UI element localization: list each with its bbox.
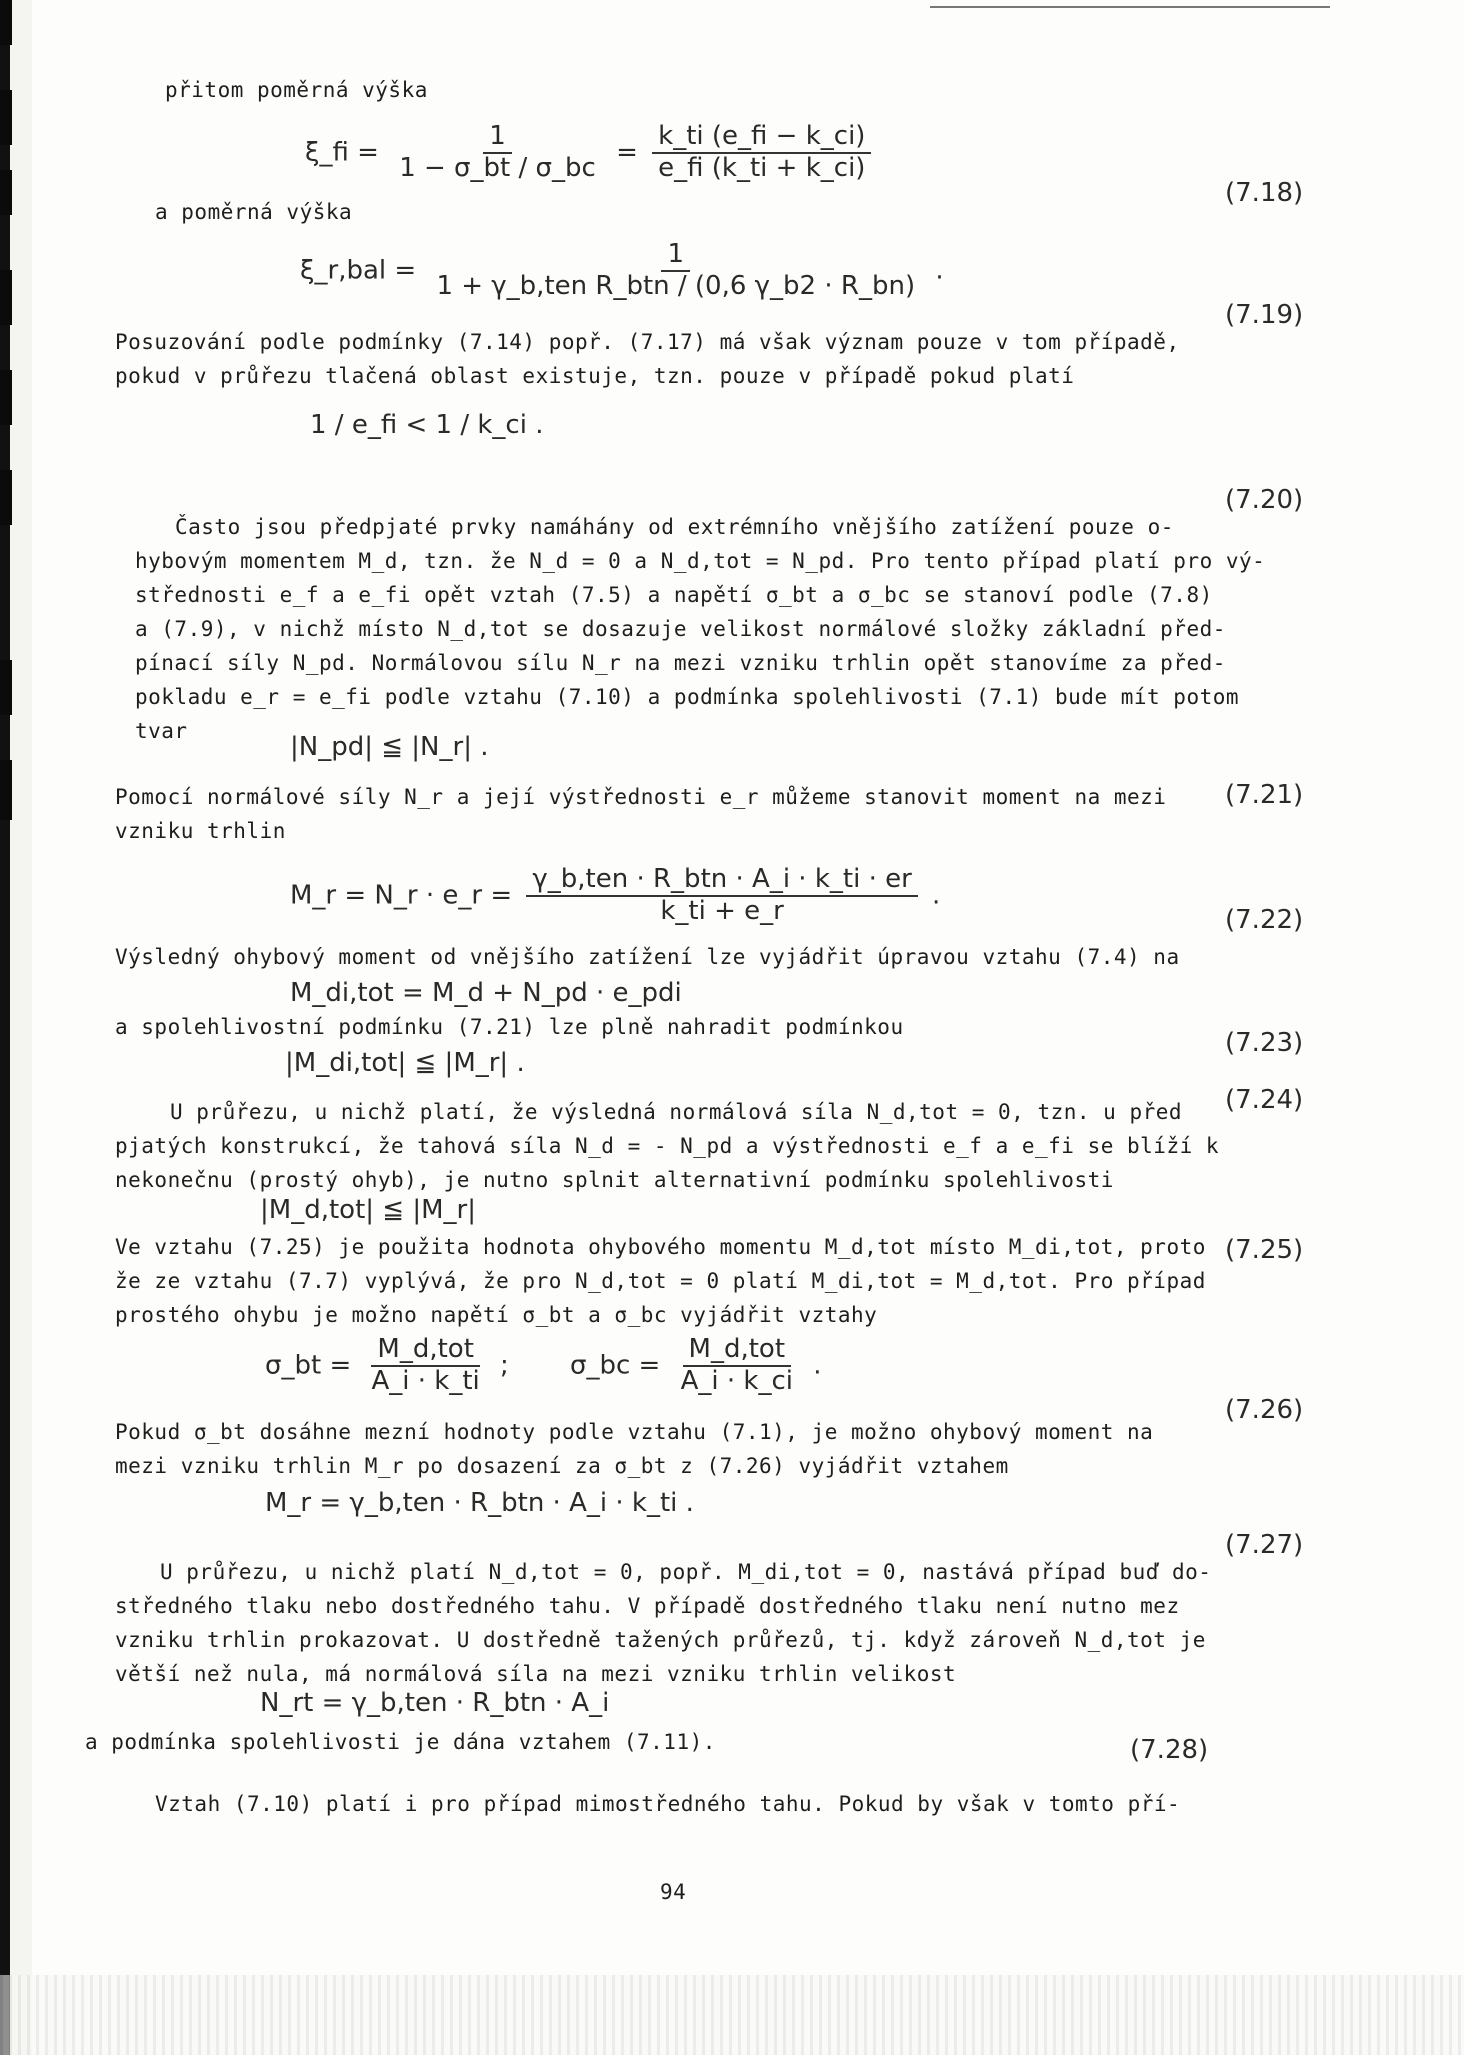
equation-number: (7.23)	[1225, 1028, 1304, 1058]
text-line: Pokud σ_bt dosáhne mezní hodnoty podle vztahu (7.1), je možno ohybový moment na	[115, 1420, 1154, 1444]
equation-7-24: |M_di,tot| ≦ |M_r| .	[285, 1048, 525, 1078]
fraction	[675, 1335, 799, 1397]
binder-mark	[0, 760, 12, 820]
text-line: středného tlaku nebo dostředného tahu. V případě dostředného tlaku není nutno mez	[115, 1594, 1180, 1618]
scan-bottom-noise	[0, 1975, 1464, 2055]
equation-term: M_r = N_r · e_r =	[290, 880, 513, 911]
equation-number: (7.25)	[1225, 1235, 1304, 1265]
denominator: k_ti + e_r	[660, 895, 784, 926]
binder-mark	[0, 370, 12, 425]
text-line: pokud v průřezu tlačená oblast existuje, tzn. pouze v případě pokud platí	[115, 364, 1075, 388]
binder-mark	[0, 660, 12, 715]
equation-number: (7.18)	[1225, 178, 1304, 208]
equation-number: (7.20)	[1225, 485, 1304, 515]
denominator: A_i · k_ci	[680, 1365, 793, 1396]
numerator: 1	[661, 240, 690, 272]
text-line: Ve vztahu (7.25) je použita hodnota ohybového momentu M_d,tot místo M_di,tot, proto	[115, 1235, 1206, 1259]
equation-7-23: M_di,tot = M_d + N_pd · e_pdi	[290, 978, 682, 1008]
text-line: vzniku trhlin prokazovat. U dostředně tažených průřezů, tj. když zároveň N_d,tot je	[115, 1628, 1206, 1652]
text-line: tvar	[135, 719, 188, 743]
fraction	[366, 1335, 486, 1397]
binder-mark	[0, 0, 12, 45]
denominator: 1 − σ_bt / σ_bc	[399, 152, 596, 183]
text-line: nekonečnu (prostý ohyb), je nutno splnit alternativní podmínku spolehlivosti	[115, 1168, 1114, 1192]
equation-7-19: ξ_r,bal = $\frac{1}{\text{1 + γ\_b,ten R\_btn / (0,6 γ\_b2 · R\_bn)}}$ .	[300, 239, 944, 301]
text-line: pokladu e_r = e_fi podle vztahu (7.10) a podmínka spolehlivosti (7.1) bude mít potom	[135, 685, 1240, 709]
text-line: a poměrná výška	[155, 200, 353, 224]
denominator: A_i · k_ti	[371, 1365, 480, 1396]
equation-7-26b: σ_bc = $\frac{\text{M\_d,tot}}{A\_i \cdot k\_ci}$ .	[570, 1334, 822, 1396]
text-line: a spolehlivostní podmínku (7.21) lze plně nahradit podmínkou	[115, 1015, 904, 1039]
text-line: prostého ohybu je možno napětí σ_bt a σ_bc vyjádřit vztahy	[115, 1303, 878, 1327]
equation-7-28: N_rt = γ_b,ten · R_btn · A_i	[260, 1688, 610, 1718]
text-line: hybovým momentem M_d, tzn. že N_d = 0 a N_d,tot = N_pd. Pro tento případ platí pro vý-	[135, 549, 1266, 573]
binder-mark	[0, 170, 12, 215]
binder-mark	[0, 470, 12, 525]
equation-term: ξ_fi =	[305, 137, 379, 168]
equation-number: (7.22)	[1225, 905, 1304, 935]
equation-term: ξ_r,bal =	[300, 255, 417, 286]
equation-7-21: |N_pd| ≦ |N_r| .	[290, 732, 489, 762]
equation-number: (7.27)	[1225, 1530, 1304, 1560]
scan-top-line	[930, 6, 1330, 8]
text-line: přitom poměrná výška	[165, 78, 428, 102]
text-line: Výsledný ohybový moment od vnějšího zatížení lze vyjádřit úpravou vztahu (7.4) na	[115, 945, 1180, 969]
equation-number: (7.19)	[1225, 300, 1304, 330]
text-line: střednosti e_f a e_fi opět vztah (7.5) a napětí σ_bt a σ_bc se stanoví podle (7.8)	[135, 583, 1213, 607]
equation-7-25: |M_d,tot| ≦ |M_r|	[260, 1195, 476, 1225]
equation-7-26a: σ_bt = $\frac{\text{M\_d,tot}}{A\_i \cdot k\_ti}$ ;	[265, 1334, 509, 1396]
numerator: 1	[483, 122, 512, 154]
text-line: U průřezu, u nichž platí N_d,tot = 0, popř. M_di,tot = 0, nastává případ buď do-	[160, 1560, 1212, 1584]
denominator: e_fi (k_ti + k_ci)	[658, 152, 866, 183]
text-line: pínací síly N_pd. Normálovou sílu N_r na mezi vzniku trhlin opět stanovíme za před-	[135, 651, 1226, 675]
numerator: k_ti (e_fi − k_ci)	[652, 122, 871, 154]
text-line: Často jsou předpjaté prvky namáhány od extrémního vnějšího zatížení pouze o-	[175, 515, 1174, 539]
text-line: vzniku trhlin	[115, 819, 286, 843]
fraction	[430, 240, 921, 302]
numerator: γ_b,ten · R_btn · A_i · k_ti · er	[526, 865, 917, 897]
text-line: Pomocí normálové síly N_r a její výstřednosti e_r můžeme stanovit moment na mezi	[115, 785, 1167, 809]
equation-term: σ_bt =	[265, 1350, 352, 1381]
text-line: a (7.9), v nichž místo N_d,tot se dosazuje velikost normálové složky základní před-	[135, 617, 1226, 641]
fraction	[393, 122, 602, 184]
binder-mark	[0, 90, 12, 145]
text-line: U průřezu, u nichž platí, že výsledná normálová síla N_d,tot = 0, tzn. u před	[170, 1100, 1183, 1124]
text-line: a podmínka spolehlivosti je dána vztahem (7.11).	[85, 1730, 716, 1754]
equation-term: 1 / e_fi < 1 / k_ci	[310, 410, 527, 440]
equation-number: (7.26)	[1225, 1395, 1304, 1425]
text-line: mezi vzniku trhlin M_r po dosazení za σ_bt z (7.26) vyjádřit vztahem	[115, 1454, 1009, 1478]
text-line: Posuzování podle podmínky (7.14) popř. (7.17) má však význam pouze v tom případě,	[115, 330, 1180, 354]
numerator: M_d,tot	[371, 1335, 480, 1367]
fraction	[526, 865, 917, 927]
equation-number: (7.24)	[1225, 1085, 1304, 1115]
equation-7-18: ξ_fi = $\frac{1}{1 - \sigma\_bt / \sigma\_bc}$ = $\frac{k\_ti (e\_fi - k\_ci)}{e\_fi (k\_ti + k\_ci)}$	[305, 122, 877, 184]
text-line: pjatých konstrukcí, že tahová síla N_d = - N_pd a výstřednosti e_f a e_fi se blíží k	[115, 1134, 1220, 1158]
text-line: Vztah (7.10) platí i pro případ mimostředného tahu. Pokud by však v tomto pří-	[155, 1792, 1181, 1816]
equation-7-22: M_r = N_r · e_r = $\frac{\text{γ\_b,ten · R\_btn · A\_i · k\_ti · er}}{k\_ti + e\_r}$ .	[290, 864, 941, 926]
numerator: M_d,tot	[683, 1335, 792, 1367]
fraction	[652, 122, 871, 184]
denominator: 1 + γ_b,ten R_btn / (0,6 γ_b2 · R_bn)	[436, 270, 916, 301]
text-line: větší než nula, má normálová síla na mezi vzniku trhlin velikost	[115, 1662, 957, 1686]
binder-mark	[0, 270, 12, 325]
equation-number: (7.28)	[1130, 1735, 1209, 1765]
equation-7-20: 1 / e_fi < 1 / k_ci .	[310, 410, 544, 440]
equation-number: (7.21)	[1225, 780, 1304, 810]
page-number: 94	[660, 1880, 687, 1904]
equation-term: σ_bc =	[570, 1350, 661, 1381]
equation-7-27: M_r = γ_b,ten · R_btn · A_i · k_ti .	[265, 1488, 694, 1518]
text-line: že ze vztahu (7.7) vyplývá, že pro N_d,tot = 0 platí M_di,tot = M_d,tot. Pro případ	[115, 1269, 1206, 1293]
